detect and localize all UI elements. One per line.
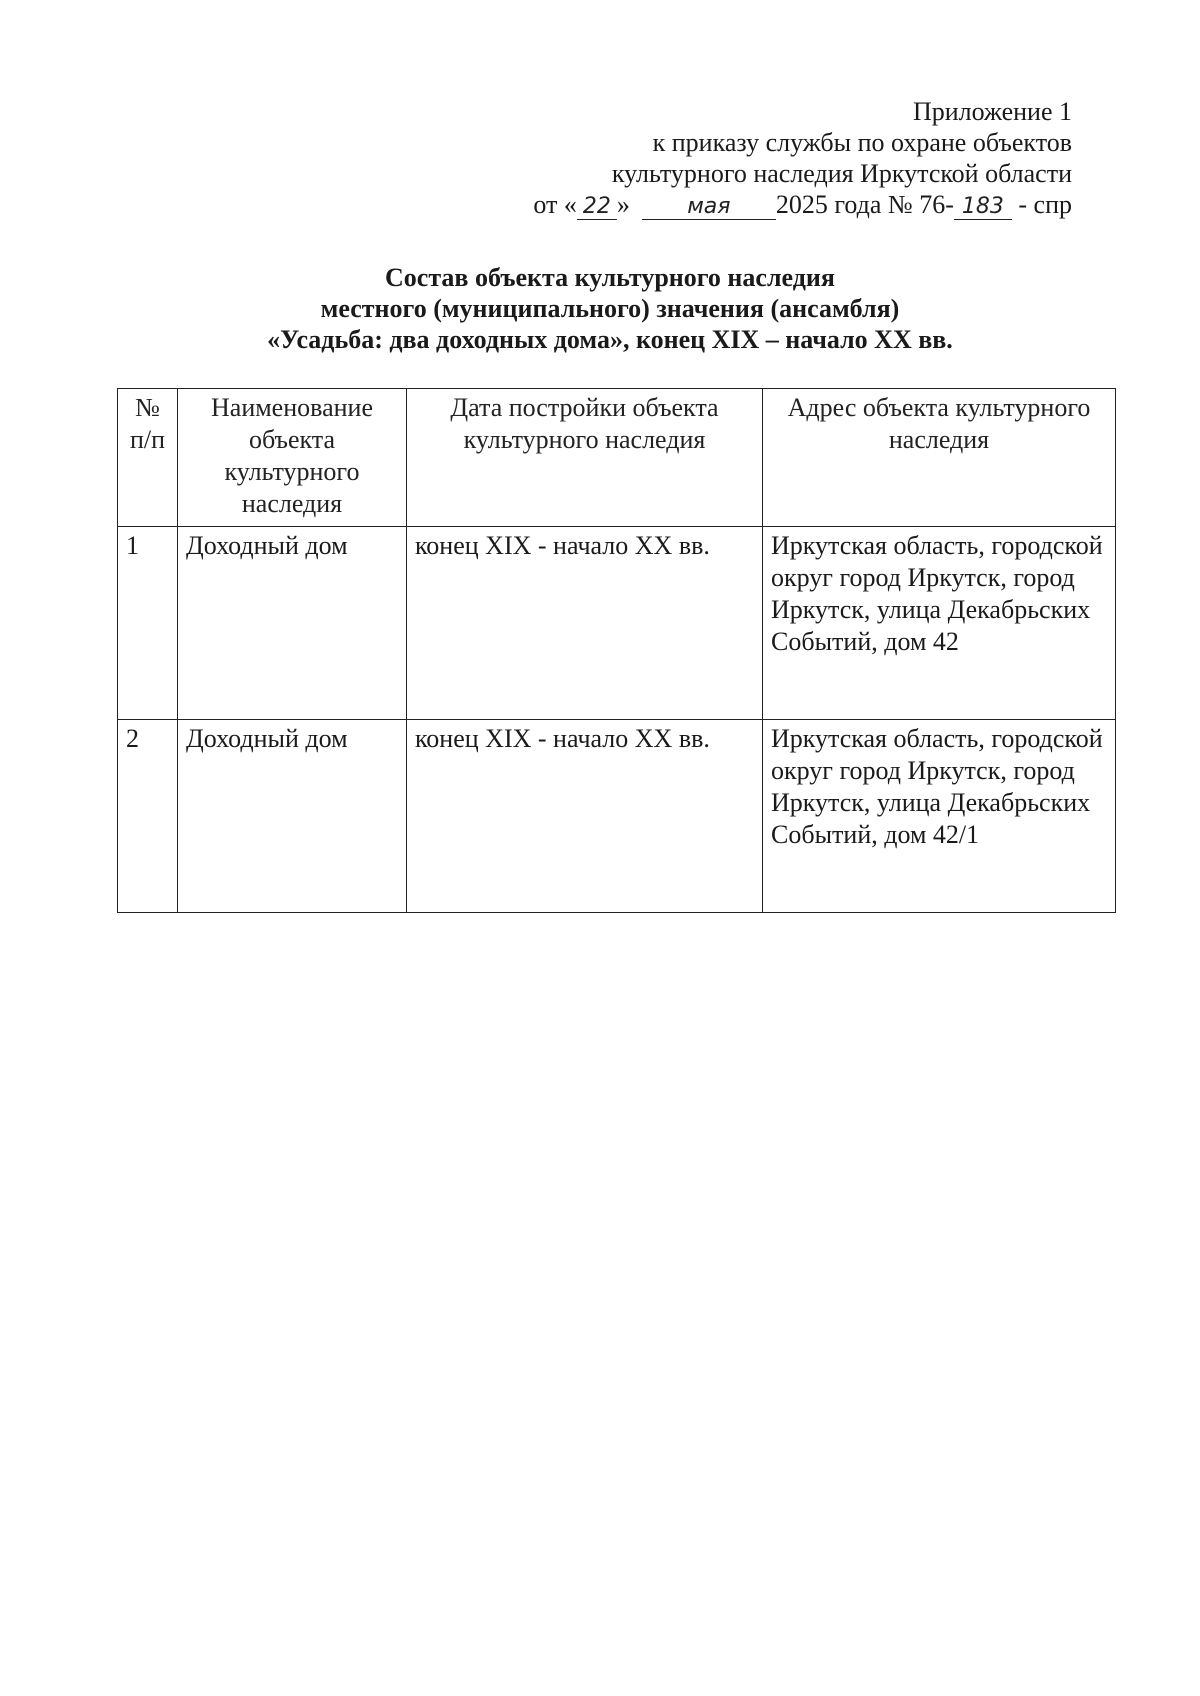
title-line-1: Состав объекта культурного наследия	[385, 263, 835, 292]
row-name: Доходный дом	[178, 720, 407, 913]
document-title	[150, 262, 1070, 355]
row-date: конец XIX - начало XX вв.	[407, 720, 763, 913]
table-row	[118, 527, 1116, 720]
table-row	[118, 720, 1116, 913]
header-number: № п/п	[118, 389, 178, 527]
header-name: Наименование объекта культурного наследия	[178, 389, 407, 527]
handwritten-month: мая	[642, 195, 776, 220]
title-line-2: местного (муниципального) значения (ансамбля)	[320, 294, 900, 323]
date-close-quote: »	[616, 190, 630, 219]
order-suffix: - спр	[1011, 190, 1072, 219]
title-line-3: «Усадьба: два доходных дома», конец XIX – начало XX вв.	[267, 325, 953, 354]
appendix-authority: культурного наследия Иркутской области	[611, 159, 1072, 188]
table-header-row	[118, 389, 1116, 527]
appendix-order-ref: к приказу службы по охране объектов	[652, 128, 1072, 157]
header-address: Адрес объекта культурного наследия	[763, 389, 1116, 527]
year-text: 2025 года № 76-	[775, 190, 954, 219]
handwritten-day: 22	[577, 195, 617, 220]
appendix-block	[533, 96, 1072, 220]
header-date: Дата постройки объекта культурного наследия	[407, 389, 763, 527]
row-name: Доходный дом	[178, 527, 407, 720]
row-number: 2	[118, 720, 178, 913]
handwritten-order-number: 183	[954, 195, 1012, 220]
date-prefix: от «	[533, 190, 577, 219]
appendix-date-line	[533, 189, 1072, 220]
heritage-objects-table	[117, 388, 1116, 913]
row-number: 1	[118, 527, 178, 720]
row-address: Иркутская область, городской округ город Иркутск, город Иркутск, улица Декабрьских Событий, дом 42/1	[763, 720, 1116, 913]
row-address: Иркутская область, городской округ город Иркутск, город Иркутск, улица Декабрьских Событий, дом 42	[763, 527, 1116, 720]
appendix-title: Приложение 1	[912, 97, 1072, 126]
row-date: конец XIX - начало XX вв.	[407, 527, 763, 720]
